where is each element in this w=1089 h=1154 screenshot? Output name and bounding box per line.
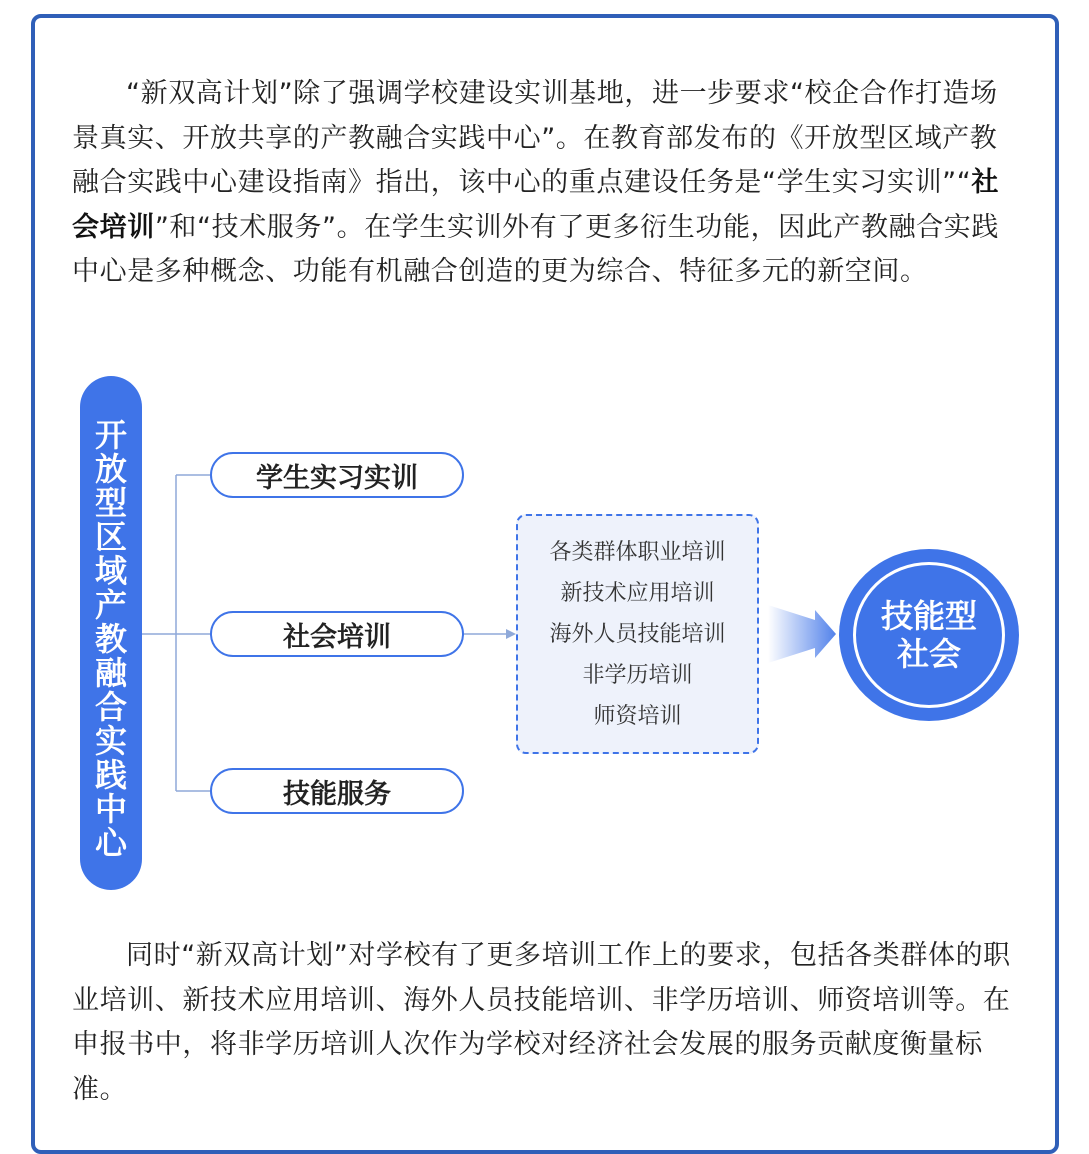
goal-line-2: 社会 xyxy=(896,635,961,673)
intro-bold-text: 社会培训 xyxy=(72,167,999,243)
branch-student-training: 学生实习实训 xyxy=(210,452,464,498)
training-item: 各类群体职业培训 xyxy=(549,539,726,565)
big-arrow-icon xyxy=(768,605,836,663)
outro-paragraph: 同时“新双高计划”对学校有了更多培训工作上的要求，包括各类群体的职业培训、新技术应用培训、海外人员技能培训、非学历培训、师资培训等。在申报书中，将非学历培训人次作为学校对经济社会发展的服务贡献度衡量标准。 xyxy=(72,940,1011,1105)
training-list-box xyxy=(516,514,759,754)
goal-line-1: 技能型 xyxy=(880,597,977,635)
training-item: 非学历培训 xyxy=(582,662,693,688)
training-item: 新技术应用培训 xyxy=(560,580,715,606)
goal-circle-inner xyxy=(853,562,1005,708)
small-arrowhead xyxy=(506,629,516,639)
intro-text-1: “新双高计划”除了强调学校建设实训基地，进一步要求“校企合作打造场景真实、开放共享的产教融合实践中心”。在教育部发布的《开放型区域产教融合实践中心建设指南》指出，该中心的重点建设任务是“学生实习实训”“ xyxy=(72,78,998,199)
center-label: 开放型区域产教融合实践中心 xyxy=(94,416,127,862)
training-item: 师资培训 xyxy=(593,703,682,729)
training-item: 海外人员技能培训 xyxy=(549,621,726,647)
intro-text-2: ”和“技术服务”。在学生实训外有了更多衍生功能，因此产教融合实践中心是多种概念、功能有机融合创造的更为综合、特征多元的新空间。 xyxy=(72,211,999,288)
branch-social-training: 社会培训 xyxy=(210,611,464,657)
goal-circle xyxy=(839,549,1019,721)
center-bar xyxy=(80,376,142,890)
branch-skill-service: 技能服务 xyxy=(210,768,464,814)
